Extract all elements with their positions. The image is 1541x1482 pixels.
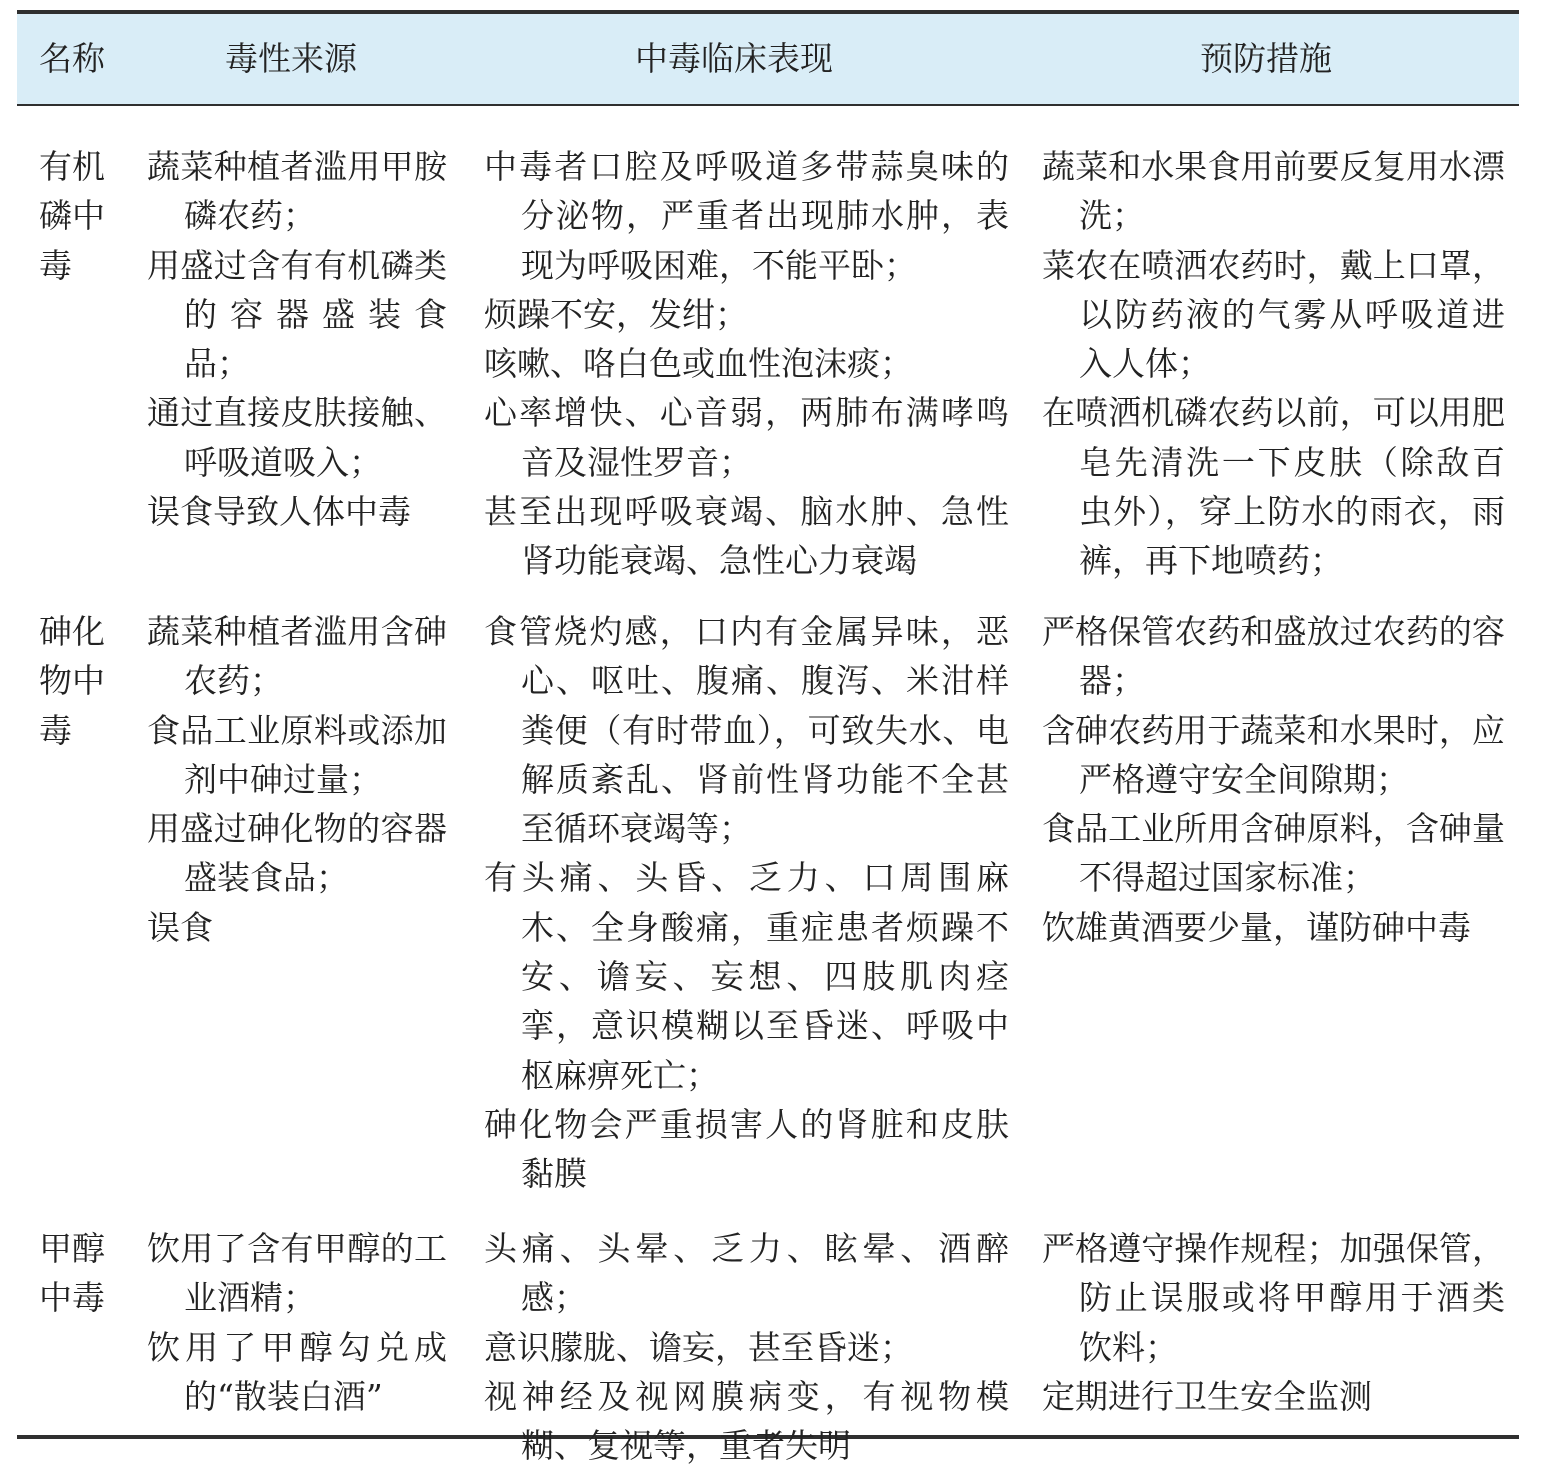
prevention-item: 定期进行卫生安全监测	[1042, 1376, 1372, 1416]
prevention-item: 在喷洒机磷农药以前，可以用肥皂先清洗一下皮肤（除敌百虫外），穿上防水的雨衣，雨裤，再下地喷药；	[1042, 393, 1505, 581]
row-arsenic	[39, 607, 121, 755]
row-arsenic-source	[147, 607, 447, 952]
source-item: 饮用了甲醇勾兑成的“散装白酒”	[147, 1327, 447, 1416]
prevention-item: 蔬菜和水果食用前要反复用水漂洗；	[1042, 147, 1505, 236]
row-name: 砷化物中毒	[39, 612, 105, 750]
source-item: 误食	[147, 907, 213, 947]
source-item: 食品工业原料或添加剂中砷过量；	[147, 710, 447, 799]
row-methanol-symptoms	[484, 1224, 1009, 1470]
symptom-item: 有头痛、头昏、乏力、口周围麻木、全身酸痛，重症患者烦躁不安、谵妄、妄想、四肢肌肉痉挛，意识模糊以至昏迷、呼吸中枢麻痹死亡；	[484, 858, 1009, 1095]
poisoning-table	[17, 10, 1519, 1466]
row-organophosphorus-symptoms	[484, 142, 1009, 586]
symptom-item: 咳嗽、咯白色或血性泡沫痰；	[484, 344, 913, 384]
row-name: 有机磷中毒	[39, 147, 105, 285]
row-arsenic-symptoms	[484, 607, 1009, 1199]
symptom-item: 视神经及视网膜病变，有视物模糊、复视等，重者失明	[484, 1376, 1009, 1466]
symptom-item: 头痛、头晕、乏力、眩晕、酒醉感；	[484, 1229, 1009, 1318]
row-name: 甲醇中毒	[39, 1229, 105, 1318]
source-item: 误食导致人体中毒	[147, 492, 411, 532]
prevention-item: 菜农在喷洒农药时，戴上口罩，以防药液的气雾从呼吸道进入人体；	[1042, 245, 1505, 384]
row-methanol	[39, 1224, 121, 1323]
header-symptoms: 中毒临床表现	[635, 39, 833, 78]
row-arsenic-prevention	[1042, 607, 1505, 952]
source-item: 通过直接皮肤接触、呼吸道吸入；	[147, 393, 447, 482]
symptom-item: 甚至出现呼吸衰竭、脑水肿、急性肾功能衰竭、急性心力衰竭	[484, 492, 1009, 581]
prevention-item: 食品工业所用含砷原料，含砷量不得超过国家标准；	[1042, 809, 1505, 898]
symptom-item: 心率增快、心音弱，两肺布满哮鸣音及湿性罗音；	[484, 393, 1009, 482]
source-item: 饮用了含有甲醇的工业酒精；	[147, 1229, 447, 1318]
symptom-item: 食管烧灼感，口内有金属异味，恶心、呕吐、腹痛、腹泻、米泔样粪便（有时带血），可致失水、电解质紊乱、肾前性肾功能不全甚至循环衰竭等；	[484, 612, 1009, 849]
source-item: 蔬菜种植者滥用含砷农药；	[147, 612, 447, 701]
source-item: 蔬菜种植者滥用甲胺磷农药；	[147, 147, 447, 236]
symptom-item: 烦躁不安，发绀；	[484, 294, 748, 334]
source-item: 用盛过含有有机磷类的容器盛装食品；	[147, 245, 447, 384]
table-header	[17, 14, 1519, 104]
prevention-item: 含砷农药用于蔬菜和水果时，应严格遵守安全间隙期；	[1042, 710, 1505, 799]
row-organophosphorus	[39, 142, 121, 290]
row-organophosphorus-prevention	[1042, 142, 1505, 586]
header-prevention: 预防措施	[1200, 39, 1332, 78]
symptom-item: 砷化物会严重损害人的肾脏和皮肤黏膜	[484, 1104, 1009, 1194]
symptom-item: 意识朦胧、谵妄，甚至昏迷；	[484, 1327, 913, 1367]
row-organophosphorus-source	[147, 142, 447, 536]
source-item: 用盛过砷化物的容器盛装食品；	[147, 809, 447, 898]
table-body	[17, 106, 1519, 1466]
header-name: 名称	[39, 39, 105, 78]
prevention-item: 饮雄黄酒要少量，谨防砷中毒	[1042, 907, 1471, 947]
symptom-item: 中毒者口腔及呼吸道多带蒜臭味的分泌物，严重者出现肺水肿，表现为呼吸困难，不能平卧；	[484, 147, 1009, 285]
prevention-item: 严格保管农药和盛放过农药的容器；	[1042, 612, 1505, 701]
row-methanol-prevention	[1042, 1224, 1505, 1421]
header-source: 毒性来源	[225, 39, 357, 78]
prevention-item: 严格遵守操作规程；加强保管，防止误服或将甲醇用于酒类饮料；	[1042, 1229, 1505, 1367]
row-methanol-source	[147, 1224, 447, 1421]
